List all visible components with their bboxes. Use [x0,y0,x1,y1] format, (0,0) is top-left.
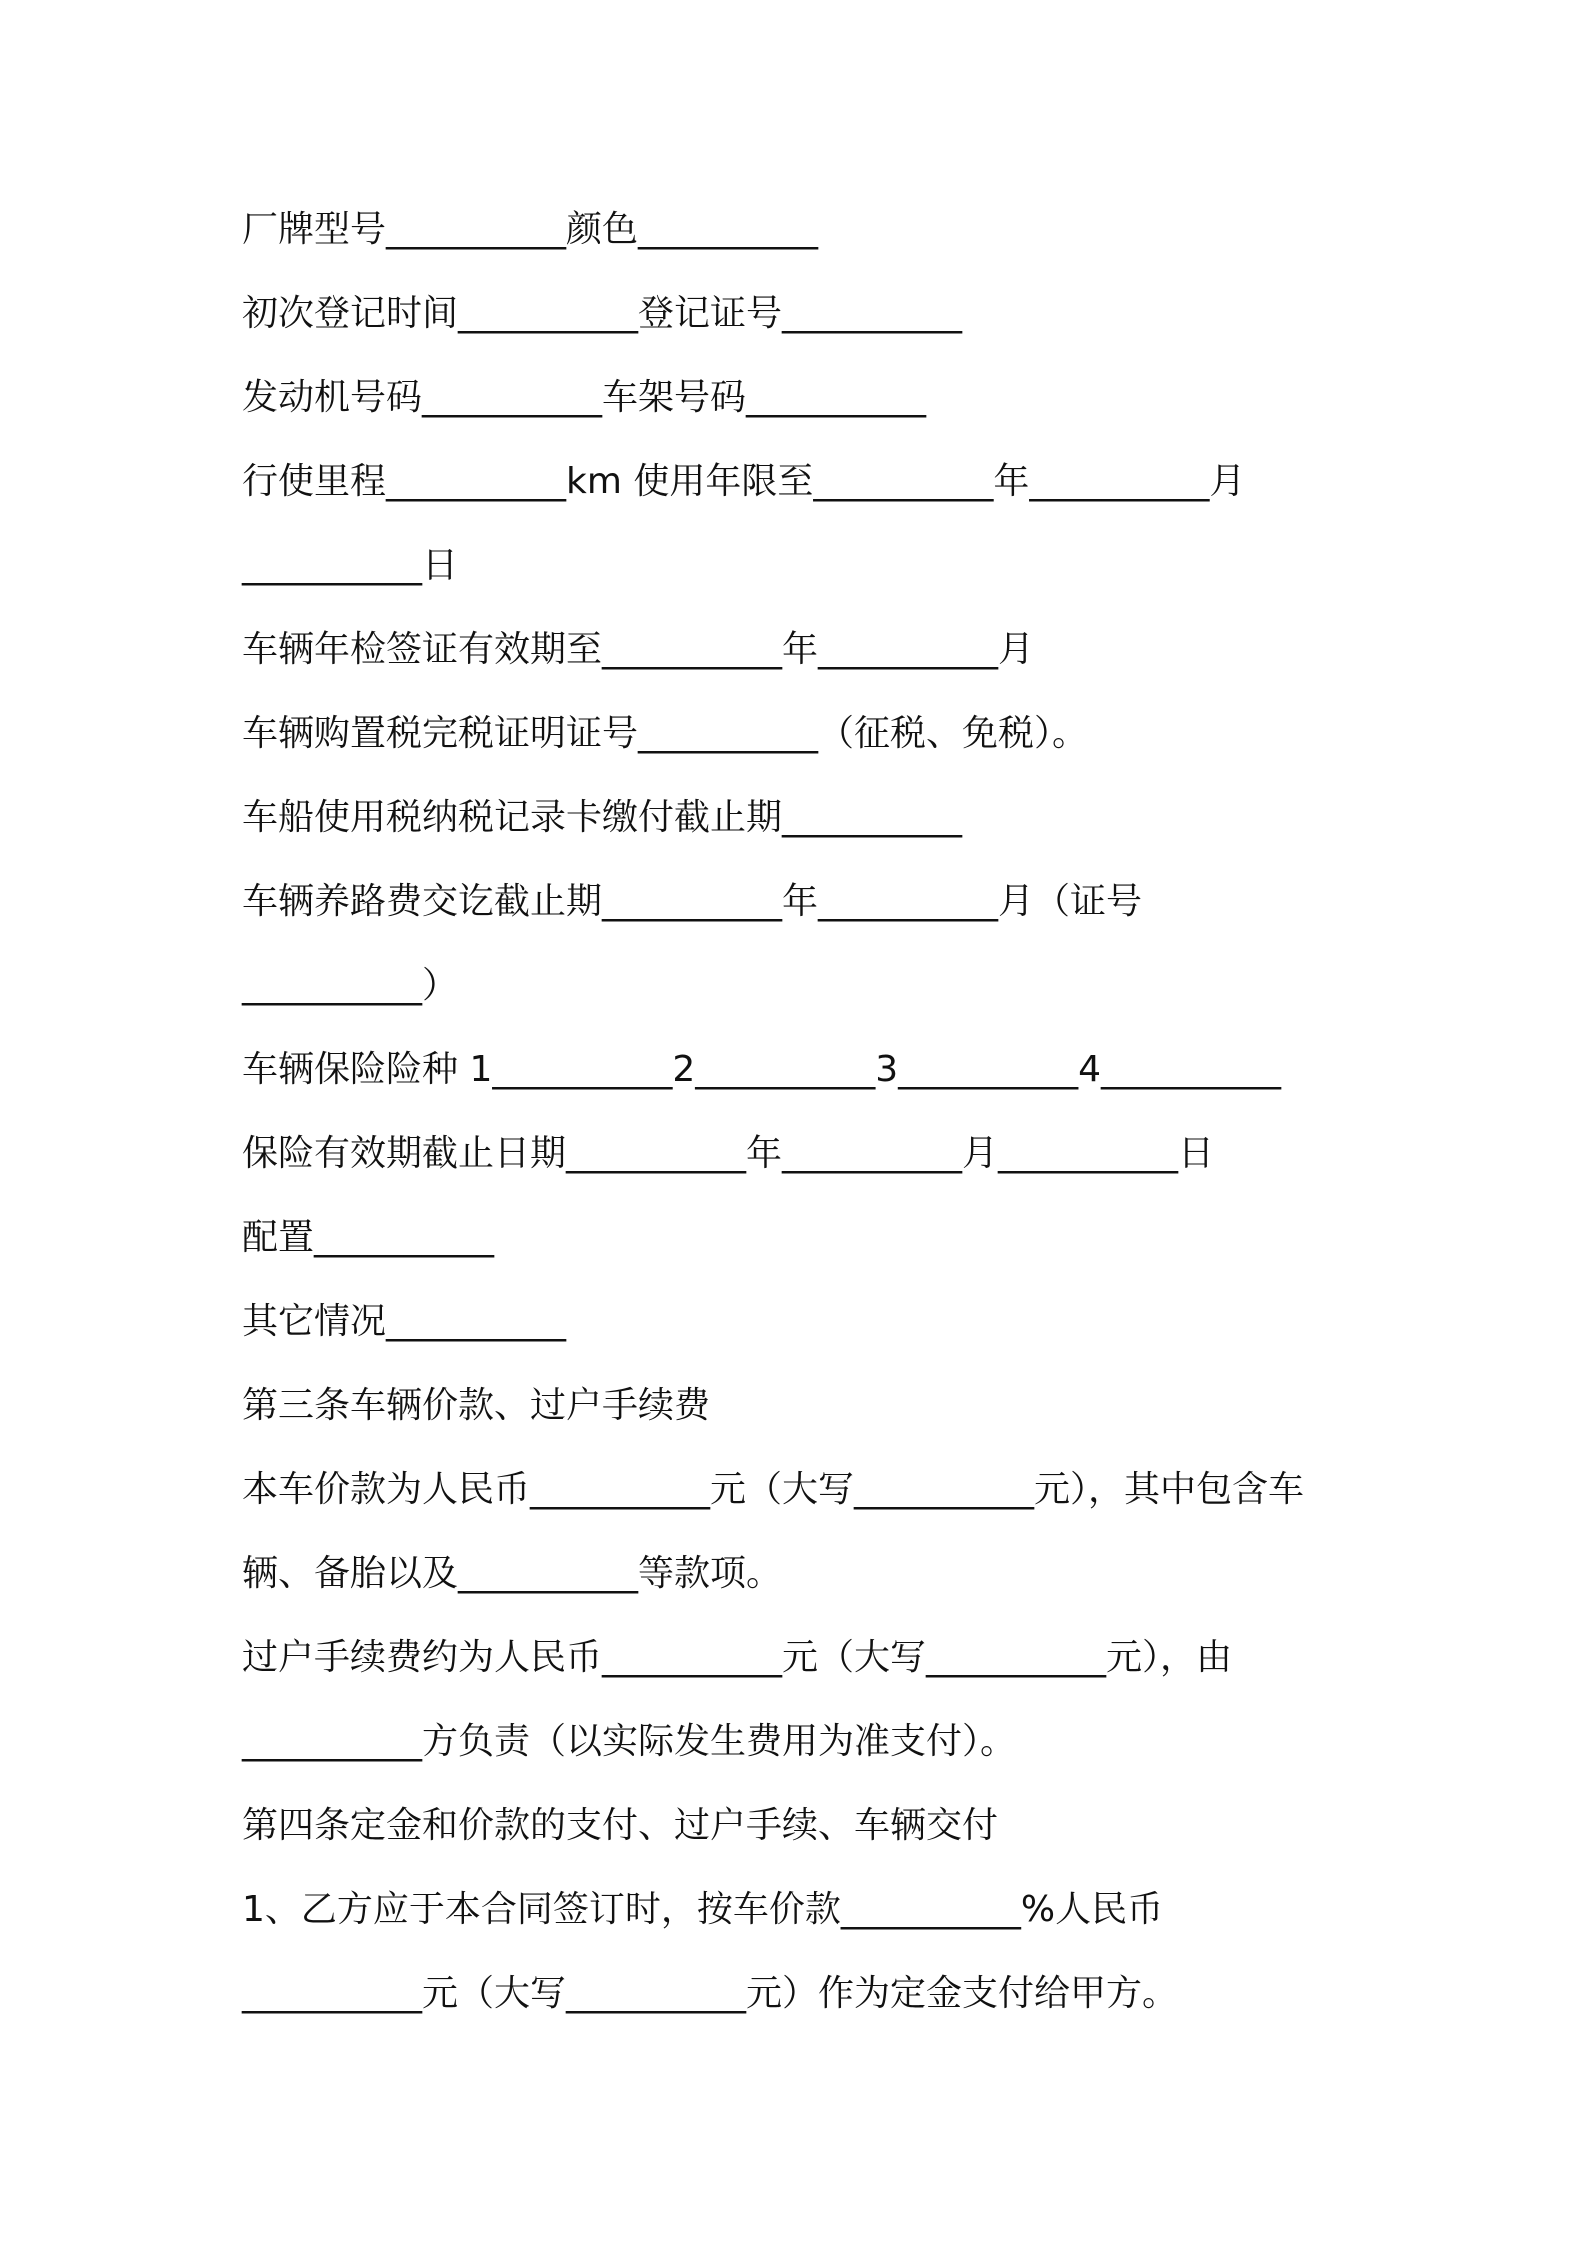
line-other-conditions: 其它情况__________ [242,1301,567,1342]
line-insurance-expiry: 保险有效期截止日期__________年__________月__________日 [242,1133,1215,1174]
line-annual-inspection: 车辆年检签证有效期至__________年__________月 [242,629,1035,670]
line-road-maintenance-fee: 车辆养路费交讫截止期__________年__________月（证号 [242,881,1143,922]
line-road-fee-certificate: __________） [242,965,459,1006]
line-engine-frame-number: 发动机号码__________车架号码__________ [242,377,927,418]
line-transfer-fee-party: __________方负责（以实际发生费用为准支付）。 [242,1721,1017,1762]
section-heading-article-4: 第四条定金和价款的支付、过户手续、车辆交付 [242,1805,999,1846]
line-vehicle-price: 本车价款为人民币__________元（大写__________元），其中包含车 [242,1469,1305,1510]
line-deposit-amount: __________元（大写__________元）作为定金支付给甲方。 [242,1973,1179,2014]
line-mileage-service-life: 行使里程__________km 使用年限至__________年__________月 [242,461,1246,502]
line-first-registration: 初次登记时间__________登记证号__________ [242,293,963,334]
line-brand-model-color: 厂牌型号__________颜色__________ [242,209,819,250]
line-vehicle-price-items: 辆、备胎以及__________等款项。 [242,1553,783,1594]
contract-text-body [242,196,1392,2044]
line-service-life-day: __________日 [242,545,459,586]
line-purchase-tax: 车辆购置税完税证明证号__________（征税、免税）。 [242,713,1089,754]
section-heading-article-3: 第三条车辆价款、过户手续费 [242,1385,711,1426]
line-deposit-percentage: 1、乙方应于本合同签订时，按车价款__________%人民币 [242,1889,1164,1930]
line-insurance-types: 车辆保险险种 1__________2__________3__________4__________ [242,1049,1282,1090]
line-vehicle-tax: 车船使用税纳税记录卡缴付截止期__________ [242,797,963,838]
line-transfer-fee: 过户手续费约为人民币__________元（大写__________元），由 [242,1637,1233,1678]
line-configuration: 配置__________ [242,1217,495,1258]
